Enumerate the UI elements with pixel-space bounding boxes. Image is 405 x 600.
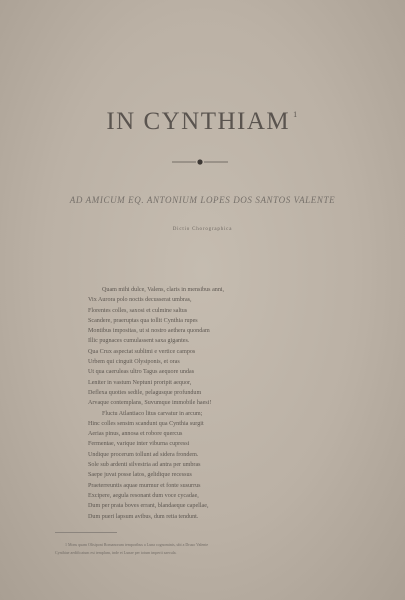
poem-line: Hinc colles sensim scandunt qua Cynthia surgit [88,420,204,427]
footnote-rule [55,532,117,533]
poem-line: Qua Crux aspectat sublimi e vertice campos [88,348,196,355]
poem-line: Dum pueri lapsum avibus, dum retia tendunt. [88,513,199,520]
poem-body [88,285,328,522]
poem-line: Fluctu Atlantiaco litus carvatur in arcum; [102,410,203,417]
poem-line: Excipere, aegula resonant dum voce cycadae, [88,492,199,499]
footnote-reference-mark: 1 [293,110,299,119]
poem-line: Fermentae, varique inter viburna cupressi [88,441,190,448]
poem-line: Deflexa quoties sedile, pelagusque profundum [88,389,202,396]
section-subheading: Dictio Chorographica [172,227,233,232]
poem-line: Urbem qui cinguit Olysiponis, et oras [88,359,180,366]
dedication-line: AD AMICUM EQ. ANTONIUM LOPES DOS SANTOS VALENTE [69,195,336,205]
title-text: IN CYNTHIAM [106,108,291,135]
page-title [0,108,405,136]
poem-line: Leniter in vastum Neptuni proripit aequor, [88,379,192,386]
poem-line: Sole sub ardenti silvestria ad antra per umbras [88,462,201,469]
poem-line: Illic pugnaces cumulassent saxa gigantes. [88,338,190,345]
poem-line: Arvaque contemplans, Suvumque immobile haesi! [88,400,212,407]
poem-line: Aerias pinus, annosa et robore quercus [88,431,183,438]
poem-line: Quam mihi dulce, Valens, claris in mensibus anni, [102,287,225,293]
footnote [55,541,355,557]
poem-line: Praeterreuntis aquae murmur et fonte susurrus [88,482,201,489]
ornament-divider [172,158,228,166]
poem-line: Saepe juvat posse latos, gelidique recessus [88,472,192,479]
poem-line: Undique procerum tollunt ad sidera frondem. [88,451,199,458]
footnote-line-2: Cynthiae aedificatum est templum, inde et Lunae per totum imperii saecula. [55,550,177,555]
poem-line: Florentes colles, saxosi et culmine saltus [88,307,188,314]
poem-line: Ut qua caeruleas ultro Tagus aequore undas [88,369,195,376]
poem-line: Vix Aurora polo noctis decusserat umbras, [88,297,192,304]
poem-line: Scandere, praeruptas qua tollit Cynthia rupes [88,317,198,324]
poem-line: Dum per prata boves errant, blandaeque capellae, [88,503,209,510]
poem-line: Montibus impositas, ut si nostro aethera quondam [88,328,210,335]
footnote-line-1: 1 Mons quam Olisiponi Romanorum temporibus a Luna cognominis, ubi a Druso Valente [65,542,209,547]
